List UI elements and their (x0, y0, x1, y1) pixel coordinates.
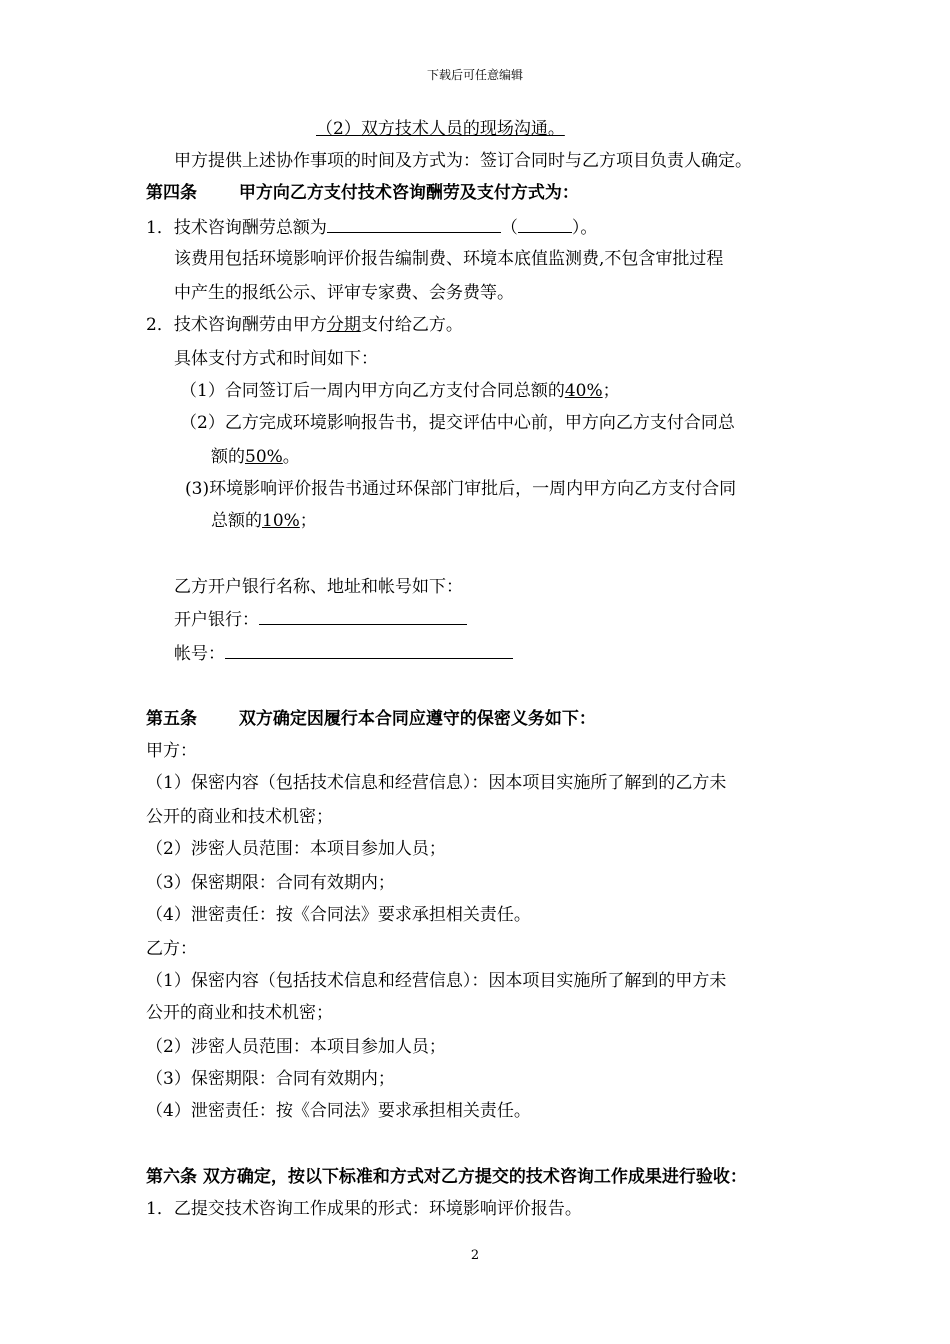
payment-2-percent: 50% (245, 447, 283, 467)
party-a-item-3: （3）保密期限：合同有效期内； (146, 873, 395, 893)
payment-intro: 具体支付方式和时间如下： (174, 349, 378, 369)
page-header: 下载后可任意编辑 (426, 68, 523, 82)
fee-total-label: 1．技术咨询酬劳总额为 (146, 218, 327, 238)
cooperation-timing: 甲方提供上述协作事项的时间及方式为：签订合同时与乙方项目负责人确定。 (174, 151, 752, 171)
party-a-label: 甲方： (146, 741, 197, 761)
installment-line (146, 314, 463, 336)
payment-1-percent: 40% (564, 381, 603, 401)
fee-total-line (146, 216, 597, 239)
page-number: 2 (470, 1248, 480, 1263)
party-a-item-1a: （1）保密内容（包括技术信息和经营信息）：因本项目实施所了解到的乙方未 (146, 773, 727, 793)
fee-note-1: 该费用包括环境影响评价报告编制费、环境本底值监测费,不包含审批过程 (174, 249, 724, 269)
installment-text-a: 2．技术咨询酬劳由甲方 (146, 315, 327, 335)
party-b-item-2: （2）涉密人员范围：本项目参加人员； (146, 1037, 446, 1057)
item-on-site-communication: （2）双方技术人员的现场沟通。 (316, 119, 565, 139)
account-label: 帐号： (174, 644, 225, 664)
installment-term: 分期 (326, 315, 361, 335)
party-a-item-4: （4）泄密责任：按《合同法》要求承担相关责任。 (146, 905, 531, 925)
payment-2-line-2 (211, 446, 300, 468)
fee-total-blank (327, 216, 501, 233)
payment-3-percent: 10% (262, 511, 300, 531)
payment-1-end: ； (602, 381, 620, 401)
fee-capital-blank (518, 216, 572, 233)
article-5-heading (146, 708, 596, 730)
payment-1 (180, 380, 620, 402)
installment-text-c: 支付给乙方。 (360, 315, 463, 335)
article-5-label: 第五条 (146, 709, 197, 729)
article-5-title: 双方确定因履行本合同应遵守的保密义务如下： (238, 709, 596, 729)
article-4-title: 甲方向乙方支付技术咨询酬劳及支付方式为： (238, 183, 579, 203)
account-line (174, 642, 513, 665)
party-a-item-2: （2）涉密人员范围：本项目参加人员； (146, 839, 446, 859)
bank-intro: 乙方开户银行名称、地址和帐号如下： (174, 577, 463, 597)
fee-paren-open: （ (500, 218, 518, 238)
payment-3-end: ； (299, 511, 317, 531)
payment-1-text: （1）合同签订后一周内甲方向乙方支付合同总额的 (180, 381, 565, 401)
fee-paren-close: ）。 (571, 218, 598, 238)
bank-name-blank (259, 608, 467, 625)
bank-name-line (174, 608, 467, 631)
party-b-item-1b: 公开的商业和技术机密； (146, 1003, 333, 1023)
payment-3-line-1: (3)环境影响评价报告书通过环保部门审批后，一周内甲方向乙方支付合同 (185, 479, 737, 499)
payment-2-text: 额的 (211, 447, 245, 467)
bank-name-label: 开户银行： (174, 610, 259, 630)
party-b-label: 乙方： (146, 939, 197, 959)
payment-3-text: 总额的 (211, 511, 262, 531)
article-6-heading: 第六条 双方确定，按以下标准和方式对乙方提交的技术咨询工作成果进行验收： (146, 1167, 747, 1187)
article-6-item-1: 1．乙提交技术咨询工作成果的形式：环境影响评价报告。 (146, 1199, 582, 1219)
payment-3-line-2 (211, 510, 317, 532)
party-b-item-1a: （1）保密内容（包括技术信息和经营信息）：因本项目实施所了解到的甲方未 (146, 971, 727, 991)
payment-2-line-1: （2）乙方完成环境影响报告书，提交评估中心前，甲方向乙方支付合同总 (180, 413, 735, 433)
party-a-item-1b: 公开的商业和技术机密； (146, 807, 333, 827)
party-b-item-4: （4）泄密责任：按《合同法》要求承担相关责任。 (146, 1101, 531, 1121)
article-4-label: 第四条 (146, 183, 197, 203)
payment-2-end: 。 (282, 447, 300, 467)
party-b-item-3: （3）保密期限：合同有效期内； (146, 1069, 395, 1089)
article-4-heading (146, 182, 579, 204)
account-blank (225, 642, 513, 659)
fee-note-2: 中产生的报纸公示、评审专家费、会务费等。 (174, 283, 514, 303)
